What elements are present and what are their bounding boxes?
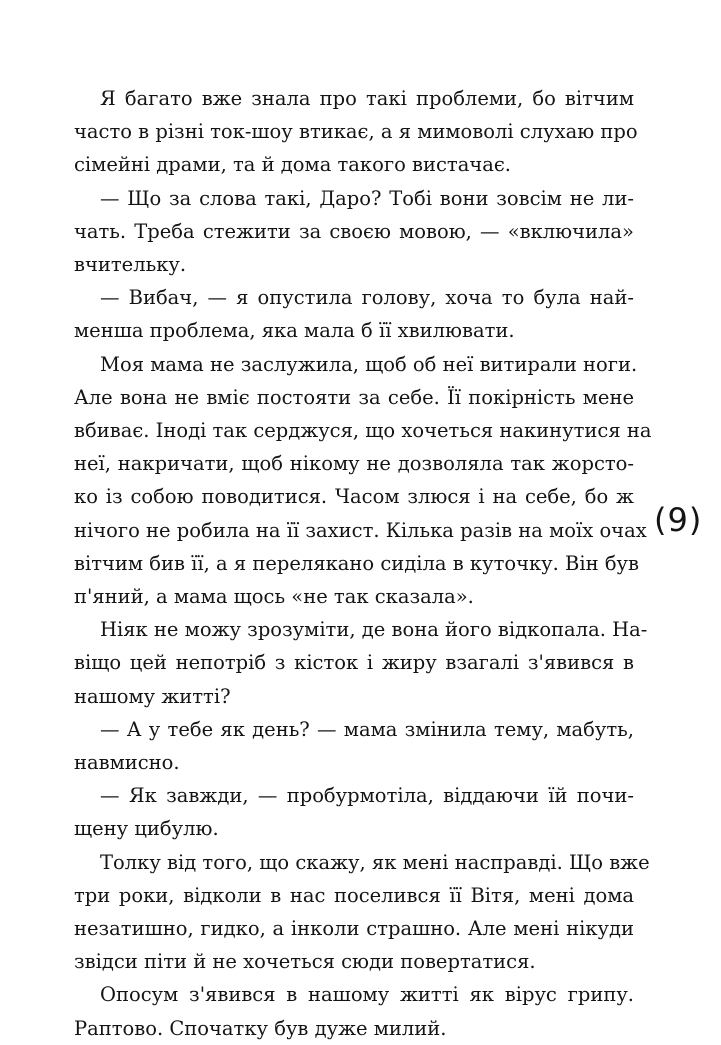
- text-line: — Що за слова такі, Даро? Тобі вони зовсім не ли-: [100, 186, 634, 210]
- paragraph: [74, 713, 634, 779]
- paragraph: [74, 846, 650, 979]
- text-line: чать. Треба стежити за своєю мовою, — «включила»: [74, 219, 634, 243]
- text-line: Я багато вже знала про такі проблеми, бо вітчим: [100, 87, 634, 110]
- text-line: — А у тебе як день? — мама змінила тему, мабуть,: [100, 717, 634, 741]
- text-line: звідси піти й не хочеться сюди повертатися.: [74, 950, 536, 974]
- text-line: вбиває. Іноді так серджуся, що хочеться накинутися на: [74, 419, 652, 443]
- paragraph: [74, 978, 634, 1044]
- paragraph: [74, 281, 634, 347]
- text-line: нашому житті?: [74, 684, 231, 708]
- paragraph: [74, 613, 648, 713]
- paragraph: [74, 82, 638, 182]
- text-line: Моя мама не заслужила, щоб об неї витирали ноги.: [100, 352, 638, 376]
- text-line: часто в різні ток-шоу втикає, а я мимоволі слухаю про: [74, 120, 638, 144]
- text-line: вітчим бив її, а я перелякано сиділа в куточку. Він був: [74, 551, 640, 575]
- page-text: [74, 82, 652, 1045]
- paragraph: [74, 182, 634, 282]
- text-line: Але вона не вміє постояти за себе. Її покірність мене: [74, 385, 634, 409]
- text-line: Толку від того, що скажу, як мені насправді. Що вже: [100, 850, 650, 874]
- text-line: щену цибулю.: [74, 817, 219, 841]
- text-line: — Вибач, — я опустила голову, хоча то була най-: [100, 286, 634, 310]
- text-line: п'яний, а мама щось «не так сказала».: [74, 585, 474, 609]
- text-line: неї, накричати, щоб нікому не дозволяла так жорсто-: [74, 452, 634, 476]
- text-line: три роки, відколи в нас поселився її Вітя, мені дома: [74, 883, 634, 907]
- text-line: незатишно, гидко, а інколи страшно. Але мені нікуди: [74, 917, 634, 941]
- page-number: (9): [654, 501, 703, 539]
- text-line: нічого не робила на її захист. Кілька разів на моїх очах: [74, 518, 647, 542]
- text-line: навмисно.: [74, 751, 180, 775]
- text-line: Ніяк не можу зрозуміти, де вона його відкопала. На-: [100, 618, 648, 642]
- text-line: менша проблема, яка мала б її хвилювати.: [74, 319, 515, 343]
- text-line: — Як завжди, — пробурмотіла, віддаючи їй почи-: [100, 784, 634, 808]
- paragraph: [74, 348, 652, 614]
- text-line: ко із собою поводитися. Часом злюся і на себе, бо ж: [74, 485, 634, 509]
- text-line: сімейні драми, та й дома такого вистачає.: [74, 153, 511, 177]
- text-line: вчительку.: [74, 253, 187, 277]
- text-line: віщо цей непотріб з кісток і жиру взагалі з'явився в: [74, 651, 634, 675]
- text-line: Опосум з'явився в нашому житті як вірус грипу.: [100, 983, 634, 1007]
- text-line: Раптово. Спочатку був дуже милий.: [74, 1016, 447, 1040]
- paragraph: [74, 779, 634, 845]
